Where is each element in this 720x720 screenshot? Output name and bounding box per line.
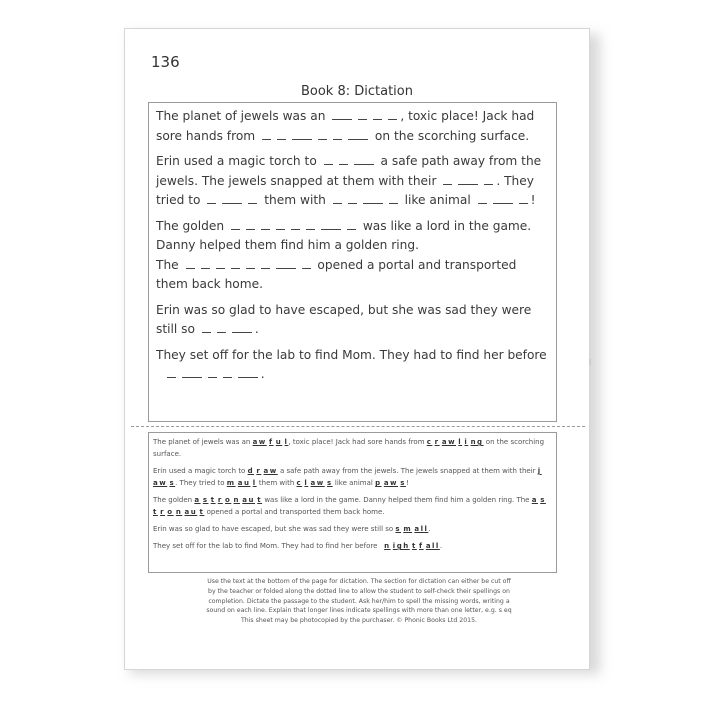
blank-line[interactable] <box>478 193 487 204</box>
blank-line[interactable] <box>182 367 202 378</box>
blank-line[interactable] <box>389 193 398 204</box>
blank-line[interactable] <box>332 109 352 120</box>
instruction-line: by the teacher or folded along the dotted line to allow the student to self-check their spellings on <box>208 587 510 595</box>
worksheet-page <box>124 28 590 670</box>
answer-word: s <box>540 496 546 504</box>
answer-word: t <box>153 508 158 516</box>
answer-word: p <box>375 479 382 487</box>
blank-line[interactable] <box>388 109 397 120</box>
blank-line[interactable] <box>262 129 271 140</box>
answer-word: s <box>400 479 406 487</box>
answer-word: f <box>269 438 274 446</box>
dictation-paragraph-4: The opened a portal and transported them back home. <box>156 257 517 291</box>
blank-line[interactable] <box>291 219 300 230</box>
blank-line[interactable] <box>276 258 296 269</box>
answer-word: c <box>296 479 303 487</box>
answer-word: j <box>537 467 542 475</box>
dictation-paragraph-6: They set off for the lab to find Mom. They had to find her before . <box>156 347 547 381</box>
answer-word: r <box>434 438 440 446</box>
blank-line[interactable] <box>339 154 348 165</box>
dictation-paragraph-3: The golden was like a lord in the game. Danny helped them find him a golden ring. <box>156 218 532 252</box>
blank-line[interactable] <box>261 219 270 230</box>
blank-line[interactable] <box>443 174 452 185</box>
blank-line[interactable] <box>217 322 226 333</box>
instruction-line: completion. Dictate the passage to the student. Ask her/him to spell the missing words, writing a <box>208 597 510 605</box>
answer-word: au <box>184 508 198 516</box>
blank-line[interactable] <box>324 154 333 165</box>
cut-line <box>131 426 585 427</box>
page-title: Book 8: Dictation <box>300 84 413 99</box>
blank-line[interactable] <box>302 258 311 269</box>
blank-line[interactable] <box>201 258 210 269</box>
answer-word: o <box>167 508 174 516</box>
answer-word: ng <box>470 438 484 446</box>
answer-paragraph-4: Erin was so glad to have escaped, but she was sad they were still so s m all. <box>153 525 431 533</box>
answer-word: aw <box>310 479 325 487</box>
blank-line[interactable] <box>519 193 528 204</box>
blank-line[interactable] <box>276 219 285 230</box>
answer-word: aw <box>441 438 457 446</box>
answer-word: n <box>384 542 391 550</box>
answer-word: t <box>411 542 417 550</box>
answer-word: r <box>217 496 223 504</box>
answer-word: a <box>194 496 201 504</box>
answer-paragraph-3: The golden a s t r o n au t was like a lord in the game. Danny helped them find him a golden ring. The a s t r o n au t opened a portal and transported them back home. <box>153 496 546 516</box>
blank-line[interactable] <box>484 174 493 185</box>
blank-line[interactable] <box>292 129 312 140</box>
dictation-paragraph-1: The planet of jewels was an , toxic place! Jack had sore hands from on the scorching surface. <box>156 109 535 143</box>
answer-key-box <box>148 432 557 573</box>
blank-line[interactable] <box>246 258 255 269</box>
page-number: 136 <box>151 53 180 71</box>
blank-line[interactable] <box>354 154 374 165</box>
answer-word: s <box>326 479 333 487</box>
answer-word: t <box>257 496 263 504</box>
blank-line[interactable] <box>458 174 478 185</box>
answer-word: i <box>464 438 469 446</box>
blank-line[interactable] <box>318 129 327 140</box>
blank-line[interactable] <box>493 193 513 204</box>
instruction-line: Use the text at the bottom of the page for dictation. The section for dictation can either be cut off <box>207 578 511 585</box>
blank-line[interactable] <box>348 193 357 204</box>
blank-line[interactable] <box>186 258 195 269</box>
blank-line[interactable] <box>306 219 315 230</box>
instruction-line: sound on each line. Explain that longer lines indicate spellings with more than one letter, e.g. s eq <box>206 607 512 615</box>
answer-word: r <box>160 508 166 516</box>
answer-word: t <box>199 508 205 516</box>
blank-line[interactable] <box>232 322 252 333</box>
answer-paragraph-5: They set off for the lab to find Mom. They had to find her before n igh t f all. <box>153 542 443 550</box>
dictation-box <box>148 102 557 422</box>
fold-mark <box>589 359 591 365</box>
answer-word: a <box>531 496 538 504</box>
blank-line[interactable] <box>277 129 286 140</box>
answer-word: s <box>169 479 176 487</box>
answer-word: m <box>226 479 236 487</box>
blank-line[interactable] <box>347 219 356 230</box>
answer-word: igh <box>392 542 410 550</box>
answer-word: n <box>175 508 183 516</box>
blank-line[interactable] <box>333 129 342 140</box>
answer-word: aw <box>383 479 399 487</box>
blank-line[interactable] <box>238 367 258 378</box>
blank-line[interactable] <box>207 193 216 204</box>
answer-word: o <box>225 496 232 504</box>
answer-word: t <box>210 496 216 504</box>
answer-word: s <box>202 496 209 504</box>
answer-word: f <box>419 542 424 550</box>
answer-word: l <box>458 438 463 446</box>
answer-word: l <box>304 479 309 487</box>
answer-paragraph-2: Erin used a magic torch to d r aw a safe path away from the jewels. The jewels snapped at them with their j aw s. They tried to m au l them with c l aw s like animal p aw s! <box>153 467 542 487</box>
blank-line[interactable] <box>208 367 217 378</box>
answer-word: au <box>237 479 251 487</box>
blank-line[interactable] <box>358 109 367 120</box>
blank-line[interactable] <box>222 193 242 204</box>
answer-word: n <box>233 496 241 504</box>
answer-word: d <box>247 467 255 475</box>
blank-line[interactable] <box>231 219 240 230</box>
answer-word: all <box>414 525 429 533</box>
blank-line[interactable] <box>261 258 270 269</box>
blank-line[interactable] <box>248 193 257 204</box>
answer-word: s <box>395 525 402 533</box>
answer-word: r <box>256 467 262 475</box>
answer-word: all <box>425 542 440 550</box>
answer-word: c <box>426 438 433 446</box>
blank-line[interactable] <box>373 109 382 120</box>
answer-word: l <box>284 438 289 446</box>
answer-word: m <box>403 525 413 533</box>
blank-line[interactable] <box>246 219 255 230</box>
copyright-line: This sheet may be photocopied by the purchaser. © Phonic Books Ltd 2015. <box>241 617 477 625</box>
blank-line[interactable] <box>223 367 232 378</box>
answer-word: l <box>252 479 257 487</box>
answer-word: u <box>275 438 283 446</box>
blank-line[interactable] <box>321 219 341 230</box>
blank-line[interactable] <box>348 129 368 140</box>
answer-paragraph-1: The planet of jewels was an aw f u l, toxic place! Jack had sore hands from c r aw l i ng on the scorching surface. <box>153 438 545 458</box>
blank-line[interactable] <box>231 258 240 269</box>
teacher-instructions <box>159 577 559 626</box>
blank-line[interactable] <box>202 322 211 333</box>
blank-line[interactable] <box>216 258 225 269</box>
answer-word: aw <box>153 479 168 487</box>
answer-word: aw <box>263 467 278 475</box>
answer-word: aw <box>252 438 267 446</box>
blank-line[interactable] <box>363 193 383 204</box>
blank-line[interactable] <box>333 193 342 204</box>
blank-line[interactable] <box>167 367 176 378</box>
dictation-paragraph-5: Erin was so glad to have escaped, but she was sad they were still so . <box>156 302 532 336</box>
answer-word: au <box>242 496 255 504</box>
dictation-paragraph-2: Erin used a magic torch to a safe path away from the jewels. The jewels snapped at them with their . They tried to them with like animal ! <box>156 154 542 207</box>
